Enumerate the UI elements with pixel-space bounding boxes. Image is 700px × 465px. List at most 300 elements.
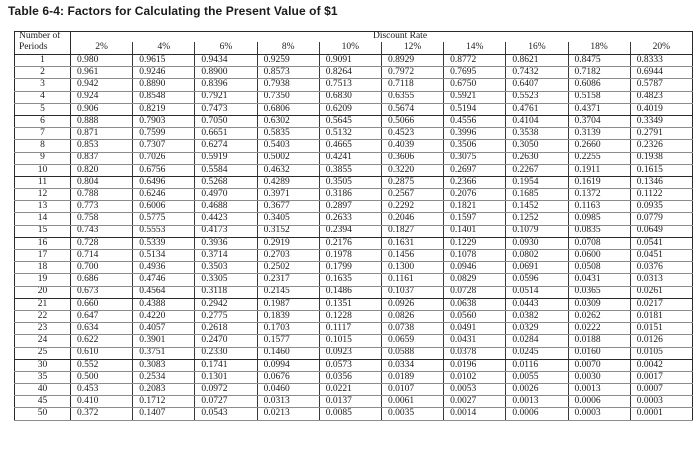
factor-cell: 0.2366 <box>444 176 506 188</box>
rate-header: 18% <box>568 42 630 55</box>
period-cell: 14 <box>15 213 71 225</box>
factor-cell: 0.1452 <box>506 201 568 213</box>
factor-cell: 0.3083 <box>133 359 195 371</box>
table-row <box>15 213 693 225</box>
factor-cell: 0.8621 <box>506 55 568 67</box>
period-cell: 9 <box>15 152 71 164</box>
rate-header: 14% <box>444 42 506 55</box>
factor-cell: 0.8333 <box>630 55 692 67</box>
factor-cell: 0.2076 <box>444 189 506 201</box>
table-row <box>15 384 693 396</box>
factor-cell: 0.6355 <box>381 91 443 103</box>
rate-header: 4% <box>133 42 195 55</box>
factor-cell: 0.0926 <box>381 298 443 310</box>
factor-cell: 0.6246 <box>133 189 195 201</box>
factor-cell: 0.2791 <box>630 128 692 140</box>
factor-cell: 0.686 <box>71 274 133 286</box>
factor-cell: 0.6006 <box>133 201 195 213</box>
factor-cell: 0.0382 <box>506 310 568 322</box>
factor-cell: 0.6274 <box>195 140 257 152</box>
table-row <box>15 323 693 335</box>
factor-cell: 0.0431 <box>568 274 630 286</box>
factor-cell: 0.0329 <box>506 323 568 335</box>
factor-cell: 0.0017 <box>630 371 692 383</box>
period-cell: 12 <box>15 189 71 201</box>
table-row <box>15 359 693 371</box>
factor-cell: 0.0181 <box>630 310 692 322</box>
factor-cell: 0.0053 <box>444 384 506 396</box>
factor-cell: 0.0985 <box>568 213 630 225</box>
factor-cell: 0.942 <box>71 79 133 91</box>
factor-cell: 0.4019 <box>630 103 692 115</box>
factor-cell: 0.1839 <box>257 310 319 322</box>
period-cell: 18 <box>15 262 71 274</box>
rate-header: 20% <box>630 42 692 55</box>
factor-cell: 0.3751 <box>133 347 195 359</box>
factor-cell: 0.0779 <box>630 213 692 225</box>
factor-cell: 0.6302 <box>257 115 319 127</box>
factor-cell: 0.0946 <box>444 262 506 274</box>
factor-cell: 0.1407 <box>133 408 195 420</box>
factor-cell: 0.0676 <box>257 371 319 383</box>
factor-cell: 0.372 <box>71 408 133 420</box>
factor-cell: 0.0160 <box>568 347 630 359</box>
period-cell: 11 <box>15 176 71 188</box>
table-row <box>15 335 693 347</box>
factor-cell: 0.3139 <box>568 128 630 140</box>
factor-cell: 0.4564 <box>133 286 195 298</box>
factor-cell: 0.4388 <box>133 298 195 310</box>
table-row <box>15 225 693 237</box>
period-cell: 30 <box>15 359 71 371</box>
factor-cell: 0.8573 <box>257 67 319 79</box>
factor-cell: 0.2330 <box>195 347 257 359</box>
factor-cell: 0.4104 <box>506 115 568 127</box>
factor-cell: 0.0972 <box>195 384 257 396</box>
factor-cell: 0.0006 <box>568 396 630 408</box>
factor-cell: 0.714 <box>71 250 133 262</box>
factor-cell: 0.0222 <box>568 323 630 335</box>
page-title: Table 6-4: Factors for Calculating the Present Value of $1 <box>8 4 338 18</box>
factor-cell: 0.0217 <box>630 298 692 310</box>
factor-cell: 0.7473 <box>195 103 257 115</box>
period-cell: 40 <box>15 384 71 396</box>
factor-cell: 0.9246 <box>133 67 195 79</box>
factor-cell: 0.4523 <box>381 128 443 140</box>
factor-cell: 0.2775 <box>195 310 257 322</box>
factor-cell: 0.6407 <box>506 79 568 91</box>
factor-cell: 0.8264 <box>319 67 381 79</box>
factor-cell: 0.1037 <box>381 286 443 298</box>
table-row <box>15 67 693 79</box>
factor-cell: 0.2317 <box>257 274 319 286</box>
factor-cell: 0.7938 <box>257 79 319 91</box>
factor-cell: 0.4665 <box>319 140 381 152</box>
factor-cell: 0.2567 <box>381 189 443 201</box>
factor-cell: 0.2919 <box>257 237 319 249</box>
header-row-top <box>15 32 693 43</box>
factor-cell: 0.1821 <box>444 201 506 213</box>
factor-cell: 0.980 <box>71 55 133 67</box>
factor-cell: 0.0003 <box>630 396 692 408</box>
factor-cell: 0.5921 <box>444 91 506 103</box>
factor-cell: 0.3503 <box>195 262 257 274</box>
factor-cell: 0.3971 <box>257 189 319 201</box>
factor-cell: 0.0245 <box>506 347 568 359</box>
factor-cell: 0.5158 <box>568 91 630 103</box>
factor-cell: 0.0261 <box>630 286 692 298</box>
factor-cell: 0.2326 <box>630 140 692 152</box>
factor-cell: 0.2470 <box>195 335 257 347</box>
factor-cell: 0.6756 <box>133 164 195 176</box>
factor-cell: 0.4173 <box>195 225 257 237</box>
period-cell: 16 <box>15 237 71 249</box>
factor-cell: 0.8475 <box>568 55 630 67</box>
factor-cell: 0.1117 <box>319 323 381 335</box>
factor-cell: 0.6830 <box>319 91 381 103</box>
factor-cell: 0.7972 <box>381 67 443 79</box>
table-row <box>15 250 693 262</box>
factor-cell: 0.2267 <box>506 164 568 176</box>
factor-cell: 0.5787 <box>630 79 692 91</box>
factor-cell: 0.0994 <box>257 359 319 371</box>
factor-cell: 0.5066 <box>381 115 443 127</box>
factor-cell: 0.0085 <box>319 408 381 420</box>
factor-cell: 0.0030 <box>568 371 630 383</box>
factor-cell: 0.4423 <box>195 213 257 225</box>
factor-cell: 0.8396 <box>195 79 257 91</box>
factor-cell: 0.1161 <box>381 274 443 286</box>
factor-cell: 0.2633 <box>319 213 381 225</box>
factor-cell: 0.4688 <box>195 201 257 213</box>
factor-cell: 0.0431 <box>444 335 506 347</box>
factor-cell: 0.5134 <box>133 250 195 262</box>
factor-cell: 0.1635 <box>319 274 381 286</box>
factor-cell: 0.4823 <box>630 91 692 103</box>
period-cell: 15 <box>15 225 71 237</box>
factor-cell: 0.3677 <box>257 201 319 213</box>
factor-cell: 0.804 <box>71 176 133 188</box>
factor-cell: 0.837 <box>71 152 133 164</box>
table-row <box>15 298 693 310</box>
factor-cell: 0.3220 <box>381 164 443 176</box>
factor-cell: 0.7695 <box>444 67 506 79</box>
period-cell: 3 <box>15 79 71 91</box>
factor-cell: 0.8929 <box>381 55 443 67</box>
factor-cell: 0.5002 <box>257 152 319 164</box>
factor-cell: 0.4761 <box>506 103 568 115</box>
factor-cell: 0.0378 <box>444 347 506 359</box>
factor-cell: 0.0105 <box>630 347 692 359</box>
factor-cell: 0.0001 <box>630 408 692 420</box>
factor-cell: 0.0151 <box>630 323 692 335</box>
period-cell: 35 <box>15 371 71 383</box>
factor-cell: 0.2618 <box>195 323 257 335</box>
factor-cell: 0.0491 <box>444 323 506 335</box>
factor-cell: 0.5835 <box>257 128 319 140</box>
factor-cell: 0.0514 <box>506 286 568 298</box>
factor-cell: 0.700 <box>71 262 133 274</box>
factor-cell: 0.2394 <box>319 225 381 237</box>
rate-header: 2% <box>71 42 133 55</box>
factor-cell: 0.1401 <box>444 225 506 237</box>
factor-cell: 0.2083 <box>133 384 195 396</box>
factor-cell: 0.0659 <box>381 335 443 347</box>
factor-cell: 0.1079 <box>506 225 568 237</box>
factor-cell: 0.622 <box>71 335 133 347</box>
factor-cell: 0.0541 <box>630 237 692 249</box>
factor-cell: 0.0126 <box>630 335 692 347</box>
table-row <box>15 396 693 408</box>
factor-cell: 0.0356 <box>319 371 381 383</box>
present-value-table <box>14 31 693 421</box>
factor-cell: 0.7307 <box>133 140 195 152</box>
table-row <box>15 140 693 152</box>
table-row <box>15 79 693 91</box>
factor-cell: 0.0376 <box>630 262 692 274</box>
factor-cell: 0.3118 <box>195 286 257 298</box>
factor-cell: 0.961 <box>71 67 133 79</box>
factor-cell: 0.773 <box>71 201 133 213</box>
header-row-rates <box>15 42 693 55</box>
factor-cell: 0.4057 <box>133 323 195 335</box>
period-cell: 24 <box>15 335 71 347</box>
factor-cell: 0.6209 <box>319 103 381 115</box>
factor-cell: 0.0007 <box>630 384 692 396</box>
period-cell: 1 <box>15 55 71 67</box>
factor-cell: 0.2145 <box>257 286 319 298</box>
factor-cell: 0.0137 <box>319 396 381 408</box>
table-row <box>15 152 693 164</box>
factor-cell: 0.8548 <box>133 91 195 103</box>
factor-cell: 0.0055 <box>506 371 568 383</box>
factor-cell: 0.5919 <box>195 152 257 164</box>
factor-cell: 0.1577 <box>257 335 319 347</box>
factor-cell: 0.2703 <box>257 250 319 262</box>
period-cell: 8 <box>15 140 71 152</box>
factor-cell: 0.5674 <box>381 103 443 115</box>
table-header <box>15 32 693 55</box>
factor-cell: 0.4746 <box>133 274 195 286</box>
factor-cell: 0.4632 <box>257 164 319 176</box>
factor-cell: 0.3936 <box>195 237 257 249</box>
factor-cell: 0.0573 <box>319 359 381 371</box>
factor-cell: 0.3714 <box>195 250 257 262</box>
factor-cell: 0.9259 <box>257 55 319 67</box>
factor-cell: 0.0042 <box>630 359 692 371</box>
factor-cell: 0.0728 <box>444 286 506 298</box>
factor-cell: 0.0596 <box>506 274 568 286</box>
factor-cell: 0.7432 <box>506 67 568 79</box>
factor-cell: 0.0189 <box>381 371 443 383</box>
rate-header: 10% <box>319 42 381 55</box>
table-row <box>15 128 693 140</box>
factor-cell: 0.2534 <box>133 371 195 383</box>
period-cell: 23 <box>15 323 71 335</box>
number-of-label: Number of <box>15 32 71 43</box>
factor-cell: 0.728 <box>71 237 133 249</box>
table-row <box>15 274 693 286</box>
factor-cell: 0.0014 <box>444 408 506 420</box>
factor-cell: 0.871 <box>71 128 133 140</box>
factor-cell: 0.0221 <box>319 384 381 396</box>
factor-cell: 0.3305 <box>195 274 257 286</box>
factor-cell: 0.1938 <box>630 152 692 164</box>
factor-cell: 0.1703 <box>257 323 319 335</box>
factor-cell: 0.660 <box>71 298 133 310</box>
period-cell: 5 <box>15 103 71 115</box>
factor-cell: 0.1300 <box>381 262 443 274</box>
factor-cell: 0.3606 <box>381 152 443 164</box>
factor-cell: 0.2875 <box>381 176 443 188</box>
factor-cell: 0.0262 <box>568 310 630 322</box>
factor-cell: 0.2660 <box>568 140 630 152</box>
factor-cell: 0.1163 <box>568 201 630 213</box>
factor-cell: 0.8772 <box>444 55 506 67</box>
table-row <box>15 176 693 188</box>
factor-cell: 0.0313 <box>257 396 319 408</box>
factor-cell: 0.906 <box>71 103 133 115</box>
factor-cell: 0.3349 <box>630 115 692 127</box>
factor-cell: 0.1122 <box>630 189 692 201</box>
factor-cell: 0.0107 <box>381 384 443 396</box>
table-row <box>15 164 693 176</box>
factor-cell: 0.1229 <box>444 237 506 249</box>
factor-cell: 0.2255 <box>568 152 630 164</box>
factor-cell: 0.0930 <box>506 237 568 249</box>
rate-header: 8% <box>257 42 319 55</box>
factor-cell: 0.758 <box>71 213 133 225</box>
factor-cell: 0.3152 <box>257 225 319 237</box>
factor-cell: 0.4039 <box>381 140 443 152</box>
factor-cell: 0.9434 <box>195 55 257 67</box>
period-cell: 13 <box>15 201 71 213</box>
factor-cell: 0.5553 <box>133 225 195 237</box>
factor-cell: 0.7350 <box>257 91 319 103</box>
factor-cell: 0.3075 <box>444 152 506 164</box>
table-row <box>15 103 693 115</box>
factor-cell: 0.7903 <box>133 115 195 127</box>
factor-cell: 0.0006 <box>506 408 568 420</box>
factor-cell: 0.0188 <box>568 335 630 347</box>
factor-cell: 0.0829 <box>444 274 506 286</box>
factor-cell: 0.0443 <box>506 298 568 310</box>
factor-cell: 0.5268 <box>195 176 257 188</box>
factor-cell: 0.0543 <box>195 408 257 420</box>
factor-cell: 0.0026 <box>506 384 568 396</box>
period-cell: 2 <box>15 67 71 79</box>
factor-cell: 0.3405 <box>257 213 319 225</box>
factor-cell: 0.5523 <box>506 91 568 103</box>
factor-cell: 0.1078 <box>444 250 506 262</box>
factor-cell: 0.0334 <box>381 359 443 371</box>
periods-label: Periods <box>15 42 71 55</box>
factor-cell: 0.1486 <box>319 286 381 298</box>
table-row <box>15 201 693 213</box>
factor-cell: 0.0708 <box>568 237 630 249</box>
factor-cell: 0.5645 <box>319 115 381 127</box>
period-cell: 22 <box>15 310 71 322</box>
factor-cell: 0.1987 <box>257 298 319 310</box>
factor-cell: 0.5339 <box>133 237 195 249</box>
factor-cell: 0.634 <box>71 323 133 335</box>
factor-cell: 0.500 <box>71 371 133 383</box>
factor-cell: 0.4289 <box>257 176 319 188</box>
factor-cell: 0.453 <box>71 384 133 396</box>
factor-cell: 0.0116 <box>506 359 568 371</box>
factor-cell: 0.2176 <box>319 237 381 249</box>
factor-cell: 0.6944 <box>630 67 692 79</box>
table-row <box>15 371 693 383</box>
factor-cell: 0.0213 <box>257 408 319 420</box>
factor-cell: 0.0003 <box>568 408 630 420</box>
factor-cell: 0.1827 <box>381 225 443 237</box>
factor-cell: 0.1799 <box>319 262 381 274</box>
factor-cell: 0.0061 <box>381 396 443 408</box>
factor-cell: 0.3996 <box>444 128 506 140</box>
table-body <box>15 55 693 421</box>
factor-cell: 0.0451 <box>630 250 692 262</box>
factor-cell: 0.9615 <box>133 55 195 67</box>
factor-cell: 0.552 <box>71 359 133 371</box>
factor-cell: 0.9091 <box>319 55 381 67</box>
factor-cell: 0.0691 <box>506 262 568 274</box>
factor-cell: 0.0560 <box>444 310 506 322</box>
factor-cell: 0.0935 <box>630 201 692 213</box>
factor-cell: 0.2942 <box>195 298 257 310</box>
table-row <box>15 189 693 201</box>
factor-cell: 0.0649 <box>630 225 692 237</box>
factor-cell: 0.1351 <box>319 298 381 310</box>
factor-cell: 0.2630 <box>506 152 568 164</box>
factor-cell: 0.0365 <box>568 286 630 298</box>
factor-cell: 0.1372 <box>568 189 630 201</box>
factor-cell: 0.0600 <box>568 250 630 262</box>
factor-cell: 0.5194 <box>444 103 506 115</box>
factor-cell: 0.5403 <box>257 140 319 152</box>
rate-header: 12% <box>381 42 443 55</box>
factor-cell: 0.610 <box>71 347 133 359</box>
factor-cell: 0.924 <box>71 91 133 103</box>
factor-cell: 0.0070 <box>568 359 630 371</box>
factor-cell: 0.4241 <box>319 152 381 164</box>
table-row <box>15 237 693 249</box>
discount-rate-label: Discount Rate <box>372 31 428 42</box>
factor-cell: 0.0923 <box>319 347 381 359</box>
factor-cell: 0.0835 <box>568 225 630 237</box>
factor-cell: 0.4936 <box>133 262 195 274</box>
factor-cell: 0.3704 <box>568 115 630 127</box>
factor-cell: 0.673 <box>71 286 133 298</box>
factor-cell: 0.2897 <box>319 201 381 213</box>
table-row <box>15 310 693 322</box>
table-row <box>15 347 693 359</box>
factor-cell: 0.743 <box>71 225 133 237</box>
factor-cell: 0.1954 <box>506 176 568 188</box>
factor-cell: 0.3855 <box>319 164 381 176</box>
factor-cell: 0.3050 <box>506 140 568 152</box>
factor-cell: 0.1346 <box>630 176 692 188</box>
factor-cell: 0.6806 <box>257 103 319 115</box>
period-cell: 10 <box>15 164 71 176</box>
factor-cell: 0.0826 <box>381 310 443 322</box>
factor-cell: 0.0013 <box>506 396 568 408</box>
factor-cell: 0.0102 <box>444 371 506 383</box>
table-row <box>15 55 693 67</box>
period-cell: 21 <box>15 298 71 310</box>
factor-cell: 0.853 <box>71 140 133 152</box>
factor-cell: 0.410 <box>71 396 133 408</box>
